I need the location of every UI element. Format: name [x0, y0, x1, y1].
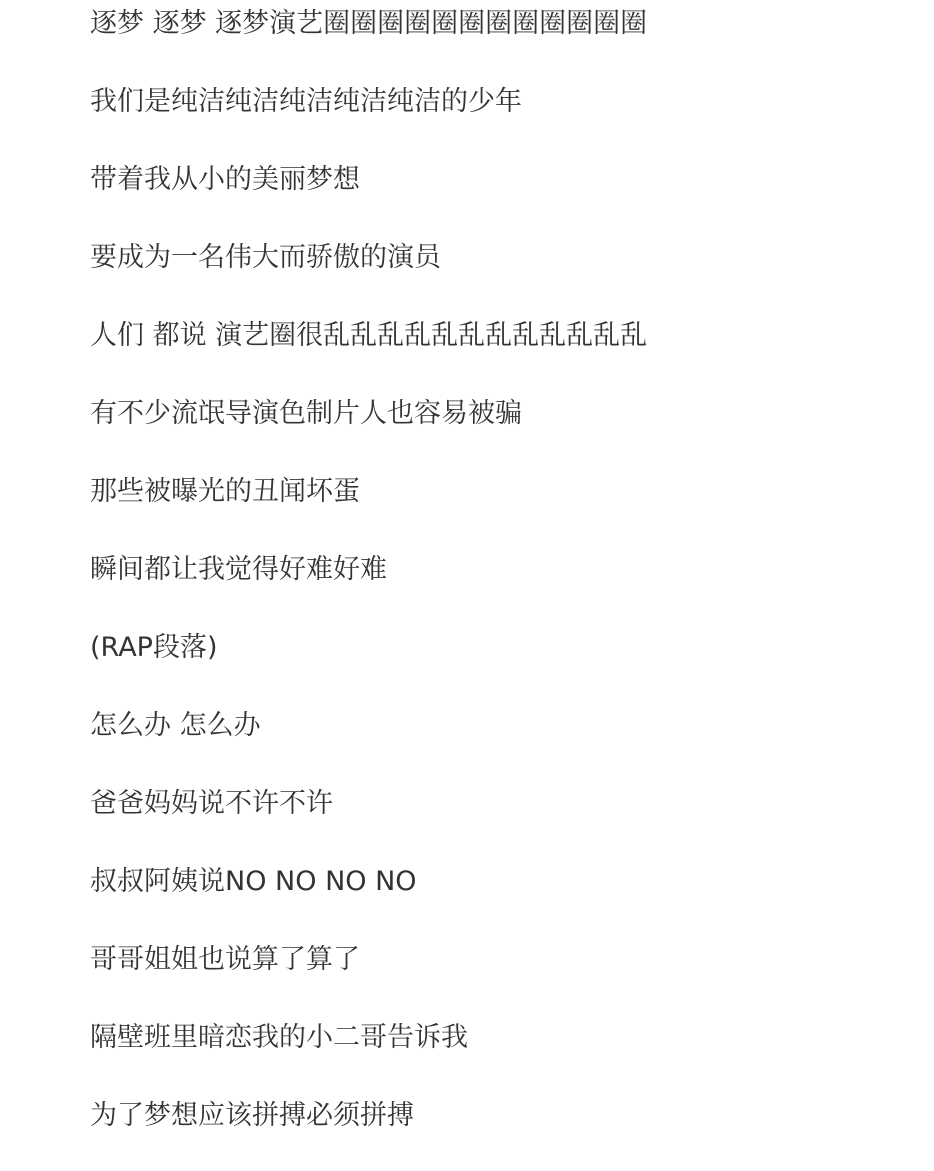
- lyric-line: 逐梦 逐梦 逐梦演艺圈圈圈圈圈圈圈圈圈圈圈圈: [90, 8, 648, 39]
- lyric-line: 那些被曝光的丑闻坏蛋: [90, 476, 360, 507]
- lyric-line: 爸爸妈妈说不许不许: [90, 788, 333, 819]
- lyric-line: 为了梦想应该拼搏必须拼搏: [90, 1100, 414, 1131]
- lyrics-block: [90, 0, 910, 1171]
- lyric-line: 有不少流氓导演色制片人也容易被骗: [90, 398, 522, 429]
- lyric-line: 人们 都说 演艺圈很乱乱乱乱乱乱乱乱乱乱乱乱: [90, 320, 648, 351]
- lyric-line: 瞬间都让我觉得好难好难: [90, 554, 387, 585]
- lyric-line: 哥哥姐姐也说算了算了: [90, 944, 360, 975]
- lyric-line: 带着我从小的美丽梦想: [90, 164, 360, 195]
- lyric-line: (RAP段落): [90, 632, 218, 663]
- lyric-line: 要成为一名伟大而骄傲的演员: [90, 242, 441, 273]
- lyric-line: 叔叔阿姨说NO NO NO NO: [90, 866, 417, 897]
- lyric-line: 我们是纯洁纯洁纯洁纯洁纯洁的少年: [90, 86, 522, 117]
- lyric-line: 隔壁班里暗恋我的小二哥告诉我: [90, 1022, 468, 1053]
- lyric-line: 怎么办 怎么办: [90, 710, 261, 741]
